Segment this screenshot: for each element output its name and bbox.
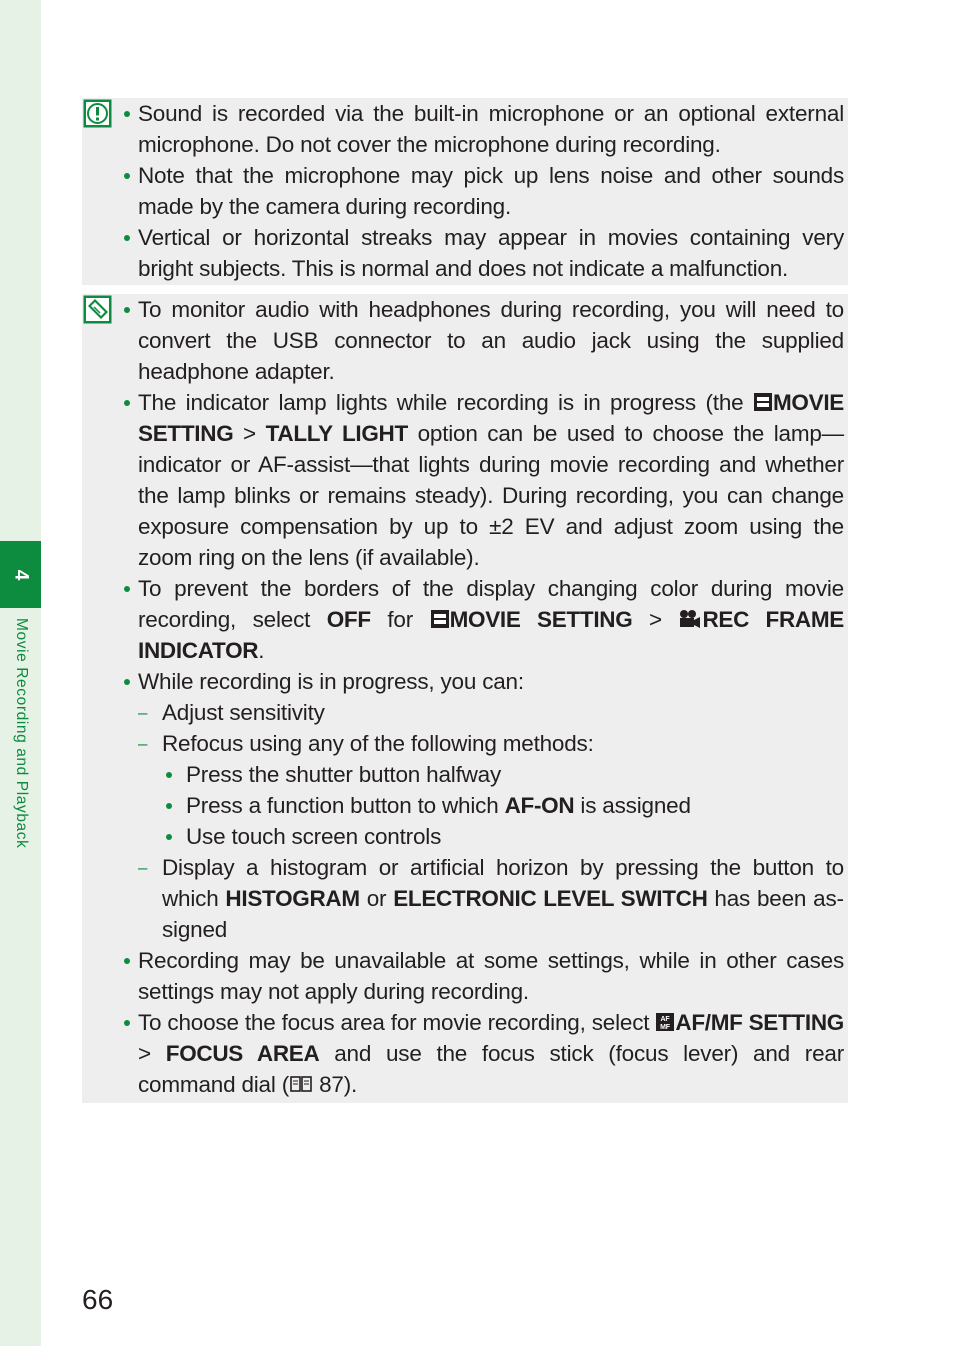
chapter-number: 4 bbox=[10, 569, 32, 580]
text: To choose the focus area for movie recording, select bbox=[138, 1010, 656, 1035]
menu-label: AF-ON bbox=[504, 793, 575, 818]
note-icon bbox=[83, 295, 112, 324]
caution-box bbox=[82, 98, 848, 285]
sub-item bbox=[162, 790, 844, 821]
text: has been assigned bbox=[162, 886, 844, 942]
menu-label: ELECTRONIC LEVEL SWITCH bbox=[393, 886, 708, 911]
chapter-tab bbox=[0, 541, 41, 608]
text: > bbox=[138, 1041, 166, 1066]
sub-item: Press the shutter button halfway bbox=[162, 759, 844, 790]
dash-item: – Refocus using any of the following methods: bbox=[138, 728, 844, 759]
note-item: While recording is in progress, you can: bbox=[122, 666, 844, 697]
note-box bbox=[82, 294, 848, 1103]
menu-label: TALLY LIGHT bbox=[265, 421, 408, 446]
note-item bbox=[122, 387, 844, 573]
text: Display a histogram or artificial horizon by pressing the button to which bbox=[162, 855, 844, 911]
sub-item: Use touch screen controls bbox=[162, 821, 844, 852]
text: > bbox=[233, 421, 266, 446]
text: > bbox=[632, 607, 679, 632]
chapter-title: Movie Recording and Playback bbox=[13, 618, 30, 849]
note-item: Recording may be unavailable at some settings, while in other cases settings may not apply during recording. bbox=[122, 945, 844, 1007]
caution-item: Vertical or horizontal streaks may appear in movies containing very bright subjects. This is normal and does not indicate a malfunction. bbox=[122, 222, 844, 284]
menu-label: REC FRAME INDICATOR bbox=[138, 607, 844, 663]
movie-setting-icon bbox=[753, 392, 773, 412]
text: and use the focus stick (focus lever) and rear command dial ( bbox=[138, 1041, 844, 1097]
caution-list bbox=[122, 98, 844, 284]
text: The indicator lamp lights while recording is in progress (the bbox=[138, 390, 753, 415]
af-mf-setting-icon bbox=[655, 1012, 675, 1032]
text: . bbox=[258, 638, 265, 663]
menu-label: HISTOGRAM bbox=[225, 886, 360, 911]
note-item: To monitor audio with headphones during recording, you will need to convert the USB connector to an audio jack using the supplied headphone adapter. bbox=[122, 294, 844, 387]
text: To prevent the borders of the display changing color during movie recording, select bbox=[138, 576, 844, 632]
svg-text:MF: MF bbox=[660, 1024, 671, 1031]
menu-label: OFF bbox=[326, 607, 371, 632]
menu-label: FOCUS AREA bbox=[165, 1041, 320, 1066]
text: or bbox=[359, 886, 394, 911]
text: is assigned bbox=[574, 793, 691, 818]
note-item bbox=[122, 573, 844, 666]
text: option can be used to choose the lamp—indicator or AF-assist—that lights during movie recording and whether the lamp blinks or remains steady). During recording, you can change exposure compensation by up to ±2 EV and adjust zoom using the zoom ring on the lens (if available). bbox=[138, 421, 844, 570]
page-reference[interactable]: 87). bbox=[313, 1072, 358, 1097]
book-icon bbox=[289, 1074, 313, 1094]
menu-label: MOVIE SETTING bbox=[449, 607, 633, 632]
note-list bbox=[122, 294, 844, 1100]
movie-camera-icon bbox=[678, 609, 702, 629]
svg-text:AF: AF bbox=[660, 1016, 670, 1023]
movie-setting-icon bbox=[430, 609, 450, 629]
caution-icon bbox=[83, 99, 112, 128]
note-item bbox=[122, 1007, 844, 1100]
text: for bbox=[370, 607, 430, 632]
menu-label: MOVIE SETTING bbox=[138, 390, 844, 446]
caution-item: Sound is recorded via the built-in microphone or an optional external microphone. Do not cover the microphone during recording. bbox=[122, 98, 844, 160]
menu-label: AF/MF SETTING bbox=[675, 1010, 844, 1035]
text: Press a function button to which bbox=[186, 793, 505, 818]
dash-item bbox=[138, 852, 844, 945]
caution-item: Note that the microphone may pick up lens noise and other sounds made by the camera during recording. bbox=[122, 160, 844, 222]
dash-item: – Adjust sensitivity bbox=[138, 697, 844, 728]
page-number: 66 bbox=[82, 1284, 114, 1315]
